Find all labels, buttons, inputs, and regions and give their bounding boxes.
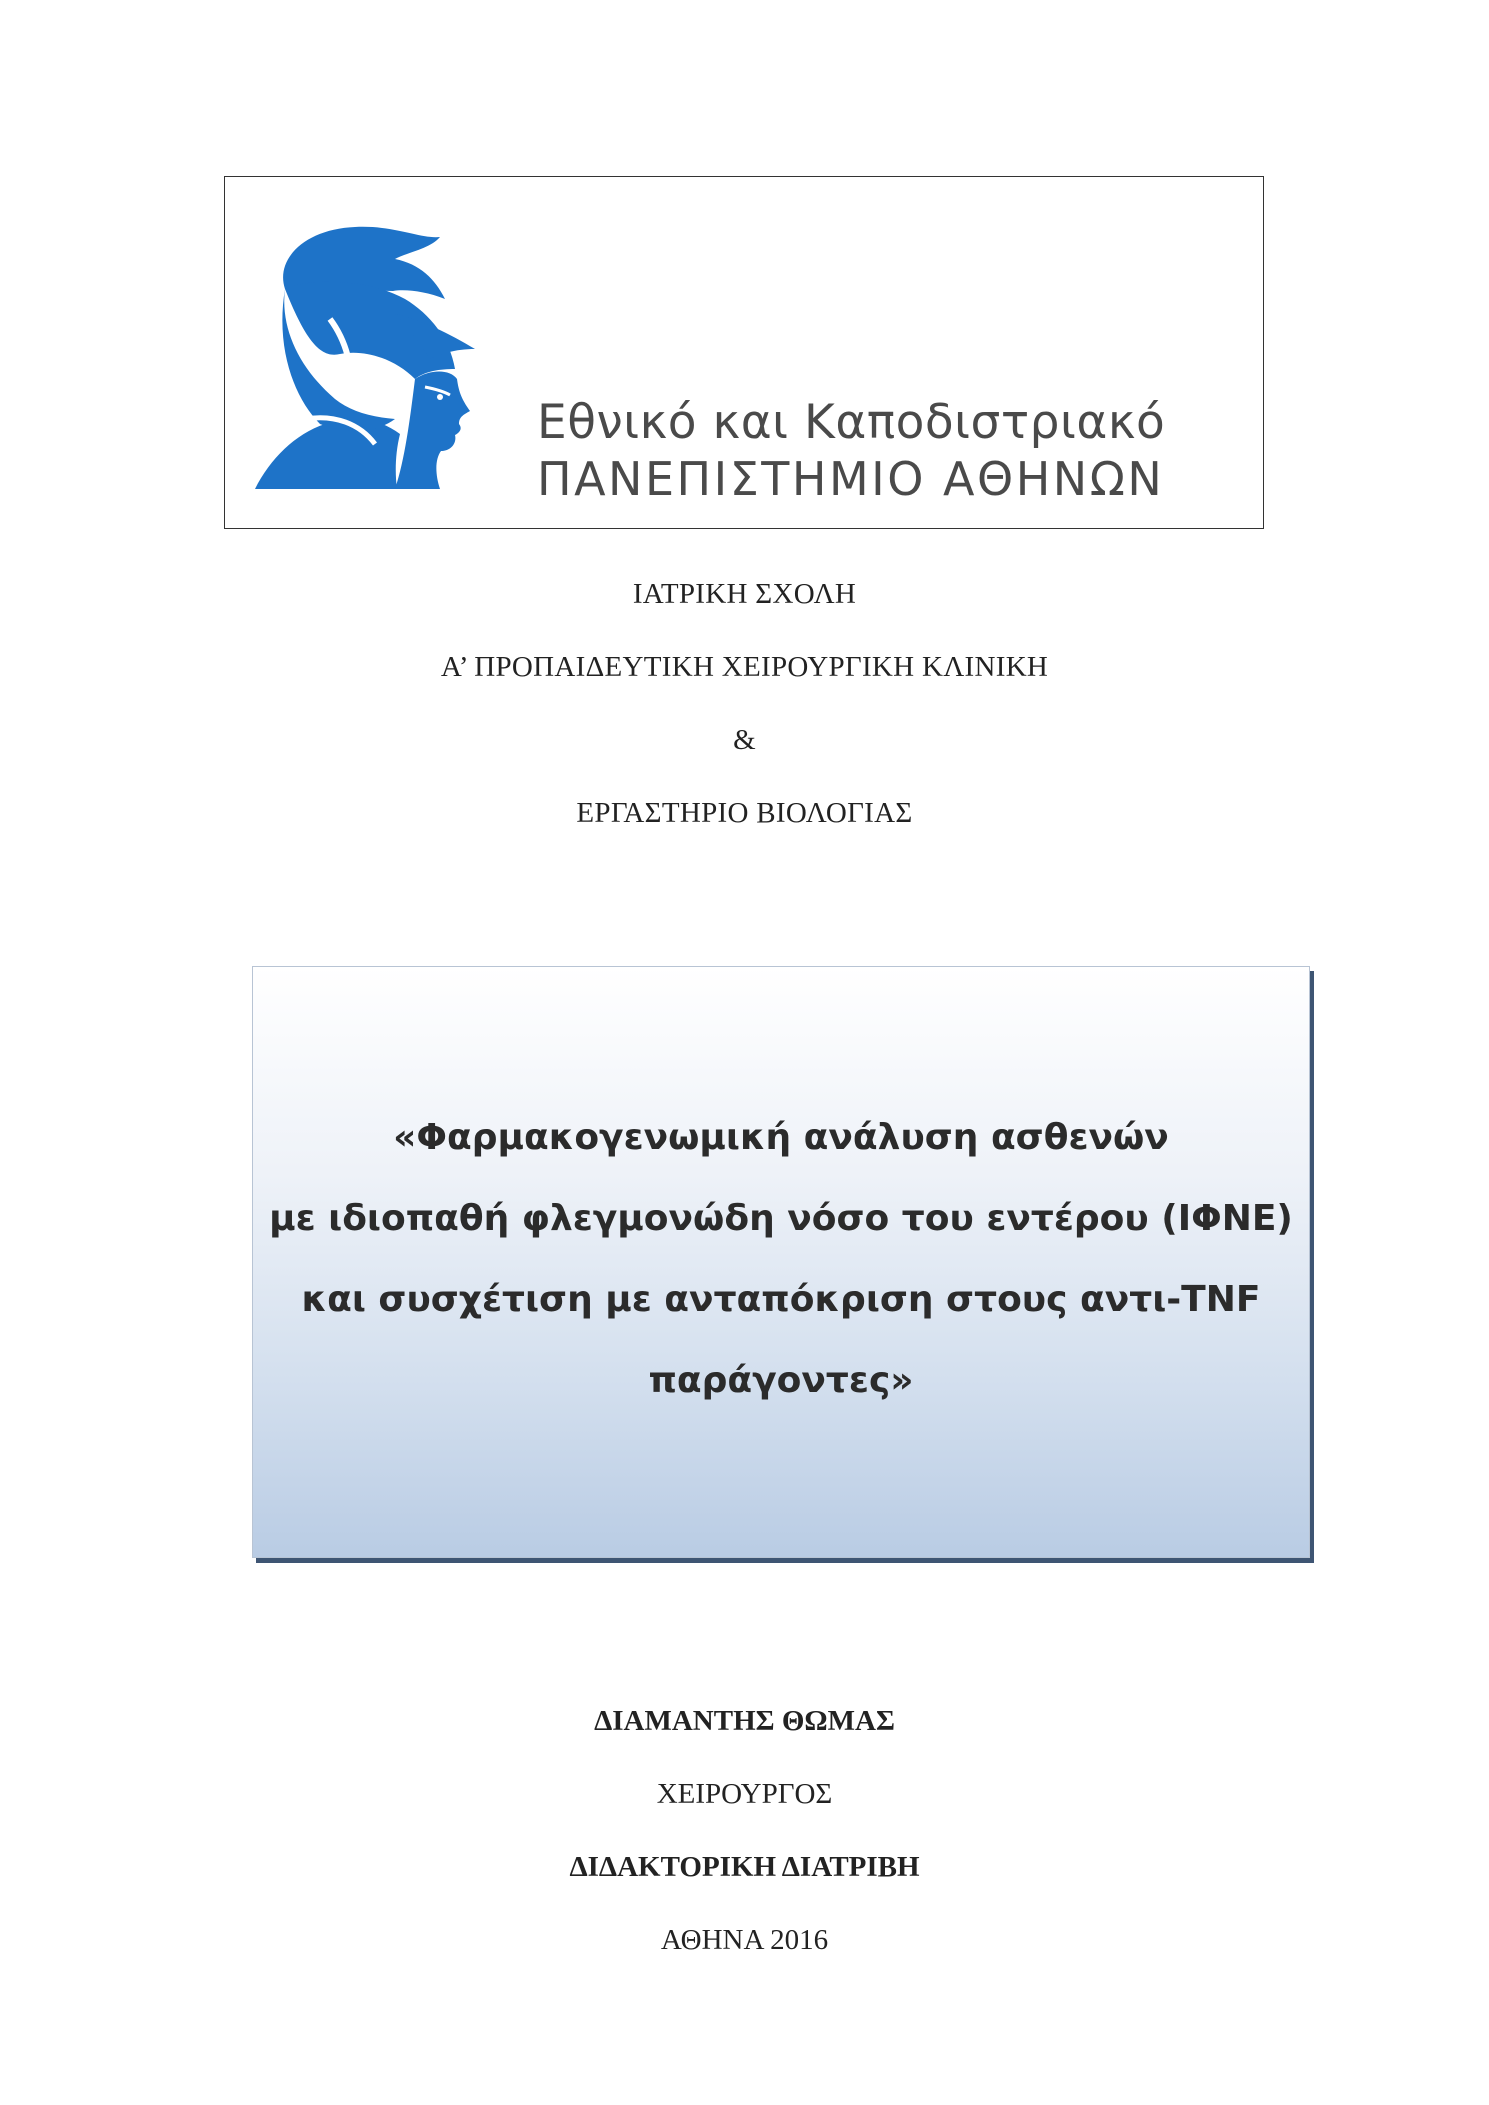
clinic-name: Α’ ΠΡΟΠΑΙΔΕΥΤΙΚΗ ΧΕΙΡΟΥΡΓΙΚΗ ΚΛΙΝΙΚΗ	[440, 651, 1049, 683]
document-type: ΔΙΔΑΚΤΟΡΙΚΗ ΔΙΑΤΡΙΒΗ	[569, 1851, 920, 1883]
university-name-line2: ΠΑΝΕΠΙΣΤΗΜΙΟ ΑΘΗΝΩΝ	[537, 452, 1165, 506]
ampersand: &	[733, 724, 756, 756]
university-logo	[224, 176, 1264, 529]
athena-head-emblem-icon	[245, 219, 517, 499]
place-year: ΑΘΗΝΑ 2016	[660, 1924, 829, 1956]
author-name: ΔΙΑΜΑΝΤΗΣ ΘΩΜΑΣ	[594, 1705, 895, 1737]
title-line-3: και συσχέτιση με ανταπόκριση στους αντι-TNF	[301, 1279, 1261, 1320]
university-name-line1: Εθνικό και Καποδιστριακό	[537, 395, 1166, 450]
author-role: ΧΕΙΡΟΥΡΓΟΣ	[656, 1778, 833, 1810]
thesis-title-box	[252, 966, 1310, 1558]
lab-name: ΕΡΓΑΣΤΗΡΙΟ ΒΙΟΛΟΓΙΑΣ	[576, 797, 913, 829]
university-name	[537, 395, 1257, 507]
title-line-4: παράγοντες»	[648, 1360, 914, 1401]
title-line-2: με ιδιοπαθή φλεγμονώδη νόσο του εντέρου (ΙΦΝΕ)	[269, 1198, 1293, 1239]
school-name: ΙΑΤΡΙΚΗ ΣΧΟΛΗ	[632, 578, 857, 610]
title-line-1: «Φαρμακογενωμική ανάλυση ασθενών	[393, 1117, 1169, 1158]
thesis-title	[253, 1097, 1309, 1421]
